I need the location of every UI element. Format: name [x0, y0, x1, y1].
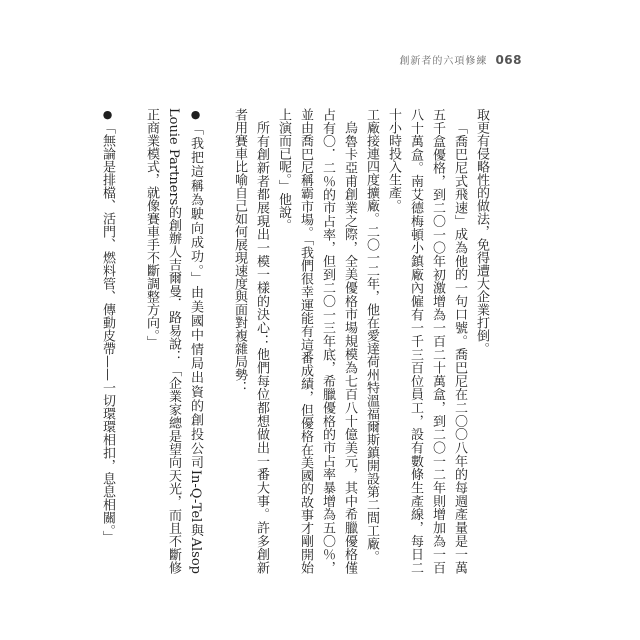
body-text [100, 108, 492, 575]
quote-2: ●「無論是排檔、活門、燃料管、傳動皮帶——一切環環相扣，息息相關。」 [100, 108, 115, 544]
bullet-icon: ● [189, 108, 202, 123]
bullet-icon: ● [101, 108, 114, 121]
quote-1: ●「我把這稱為駛向成功。」由美國中情局出資的創投公司In-Q-Tel與Alsop Louie Partners的創辦人吉爾曼．路易說：「企業家總是望向天光，而且不斷修正商業模式，就像賽車手不斷調整方向。」 [144, 108, 203, 575]
paragraph-4: 烏魯卡亞甫創業之際，全美優格市場規模為七百八十億美元，其中希臘優格僅占有〇．二％的市占率，但到二〇一三年底，希臘優格的市占率暴增為五〇％，並由喬巴尼稱霸市場。「我們很幸運能有這番成績，但優格在美國的故事才剛開始上演而已呢。」他說。 [276, 108, 357, 574]
book-title: 創新者的六項修練 [399, 56, 488, 67]
paragraph-2: 「喬巴尼式飛速」成為他的一句口號。喬巴尼在二〇〇八年的每週產量是一萬五千盒優格，到二〇一〇年初激增為一百二十萬盒，到二〇一二年則增加為一百八十萬盒。南艾德梅頓小鎮廠內僱有一千三百位員工，設有數條生產線，每日二十小時投入生產。 [386, 108, 467, 574]
paragraph-5: 所有創新者都展現出一模一樣的決心：他們每位都想做出一番大事。許多創新者用賽車比喻自己如何展現速度與面對複雜局勢： [232, 108, 269, 574]
page-number: 068 [495, 52, 522, 67]
paragraph-3: 工廠接連四度擴廠。二〇一二年，他在愛達荷州特溫福爾斯鎮開設第二間工廠。 [364, 108, 379, 563]
paragraph-1: 取更有侵略性的做法，免得遭大企業打倒。 [474, 108, 489, 355]
page-header [399, 52, 522, 67]
